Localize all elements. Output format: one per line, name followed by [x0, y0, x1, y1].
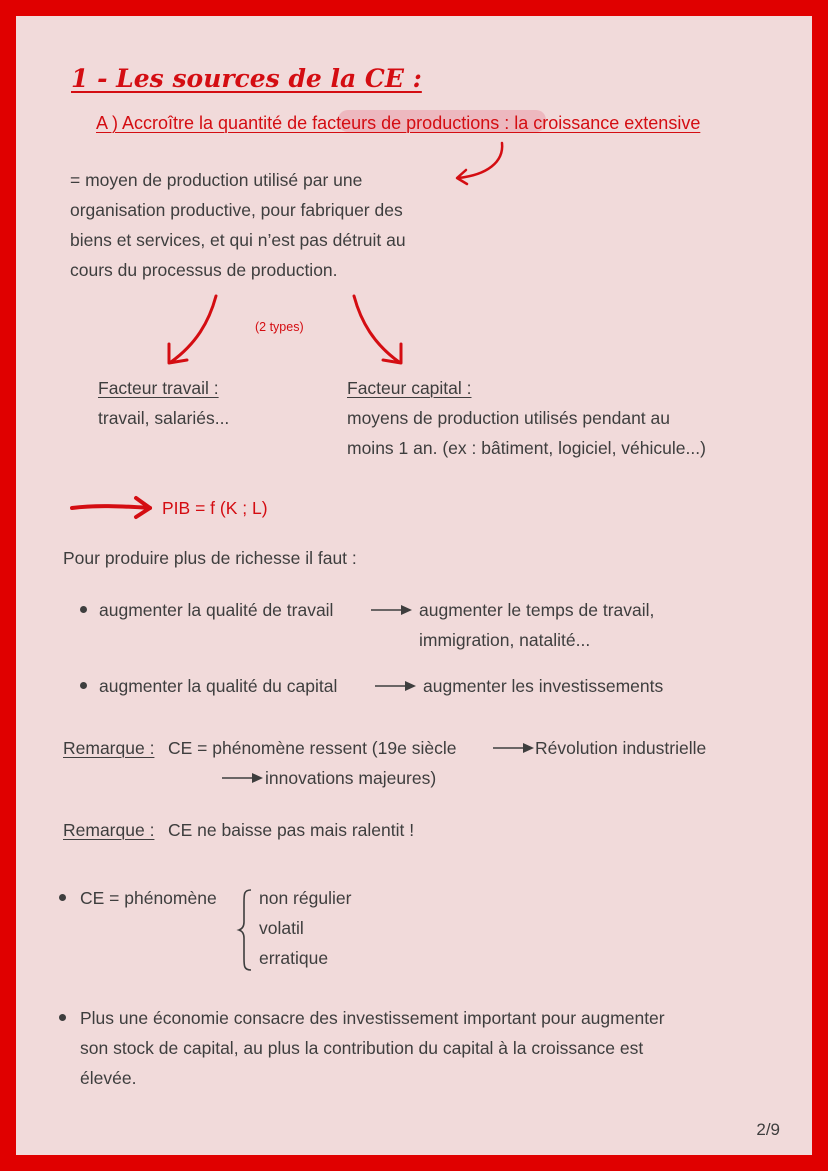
labour-text: travail, salariés... [98, 408, 230, 428]
remark-2-text: CE ne baisse pas mais ralentit ! [168, 820, 415, 840]
bullet-dot [59, 894, 66, 901]
page-title: 1 - Les sources de la CE : [71, 64, 422, 93]
final-bullet-line-1: Plus une économie consacre des investissement important pour augmenter [80, 1008, 665, 1028]
capital-heading: Facteur capital : [347, 378, 472, 398]
bullet-dot [80, 606, 87, 613]
final-bullet-line-2: son stock de capital, au plus la contribution du capital à la croissance est [80, 1038, 644, 1058]
section-subtitle: A ) Accroître la quantité de facteurs de productions : la croissance extensive [96, 113, 701, 133]
capital-line-2: moins 1 an. (ex : bâtiment, logiciel, véhicule...) [347, 438, 706, 458]
types-note: (2 types) [255, 320, 304, 334]
arrow-right-icon [370, 603, 414, 617]
phenomenon-item-1: non régulier [259, 888, 352, 908]
remark-1-arrow-text-1: Révolution industrielle [535, 738, 707, 758]
arrow-down-left-icon [161, 294, 221, 366]
phenomenon-lead: CE = phénomène [80, 888, 217, 908]
definition-line-2: organisation productive, pour fabriquer des [70, 200, 403, 220]
intro-text: Pour produire plus de richesse il faut : [63, 548, 357, 568]
arrow-right-icon [492, 741, 536, 755]
capital-line-1: moyens de production utilisés pendant au [347, 408, 670, 428]
arrow-right-icon [374, 679, 418, 693]
bullet-1-right-1: augmenter le temps de travail, [419, 600, 655, 620]
page-number: 2/9 [756, 1120, 780, 1139]
definition-line-1: = moyen de production utilisé par une [70, 170, 363, 190]
bullet-dot [80, 682, 87, 689]
formula: PIB = f (K ; L) [162, 498, 268, 518]
bullet-2-right: augmenter les investissements [423, 676, 664, 696]
remark-2-label: Remarque : [63, 820, 155, 840]
page [16, 16, 812, 1155]
definition-line-3: biens et services, et qui n’est pas détruit au [70, 230, 406, 250]
remark-1-arrow-text-2: innovations majeures) [265, 768, 437, 788]
bullet-1-left: augmenter la qualité de travail [99, 600, 334, 620]
phenomenon-item-2: volatil [259, 918, 304, 938]
phenomenon-item-3: erratique [259, 948, 329, 968]
final-bullet-line-3: élevée. [80, 1068, 137, 1088]
arrow-right-icon [70, 496, 154, 520]
curved-arrow-icon [452, 140, 512, 185]
definition-line-4: cours du processus de production. [70, 260, 338, 280]
remark-1-text: CE = phénomène ressent (19e siècle [168, 738, 457, 758]
bullet-1-right-2: immigration, natalité... [419, 630, 591, 650]
labour-heading: Facteur travail : [98, 378, 219, 398]
arrow-right-icon [221, 771, 265, 785]
curly-brace-icon [238, 888, 254, 972]
bullet-2-left: augmenter la qualité du capital [99, 676, 338, 696]
bullet-dot [59, 1014, 66, 1021]
arrow-down-right-icon [349, 294, 409, 366]
remark-1-label: Remarque : [63, 738, 155, 758]
